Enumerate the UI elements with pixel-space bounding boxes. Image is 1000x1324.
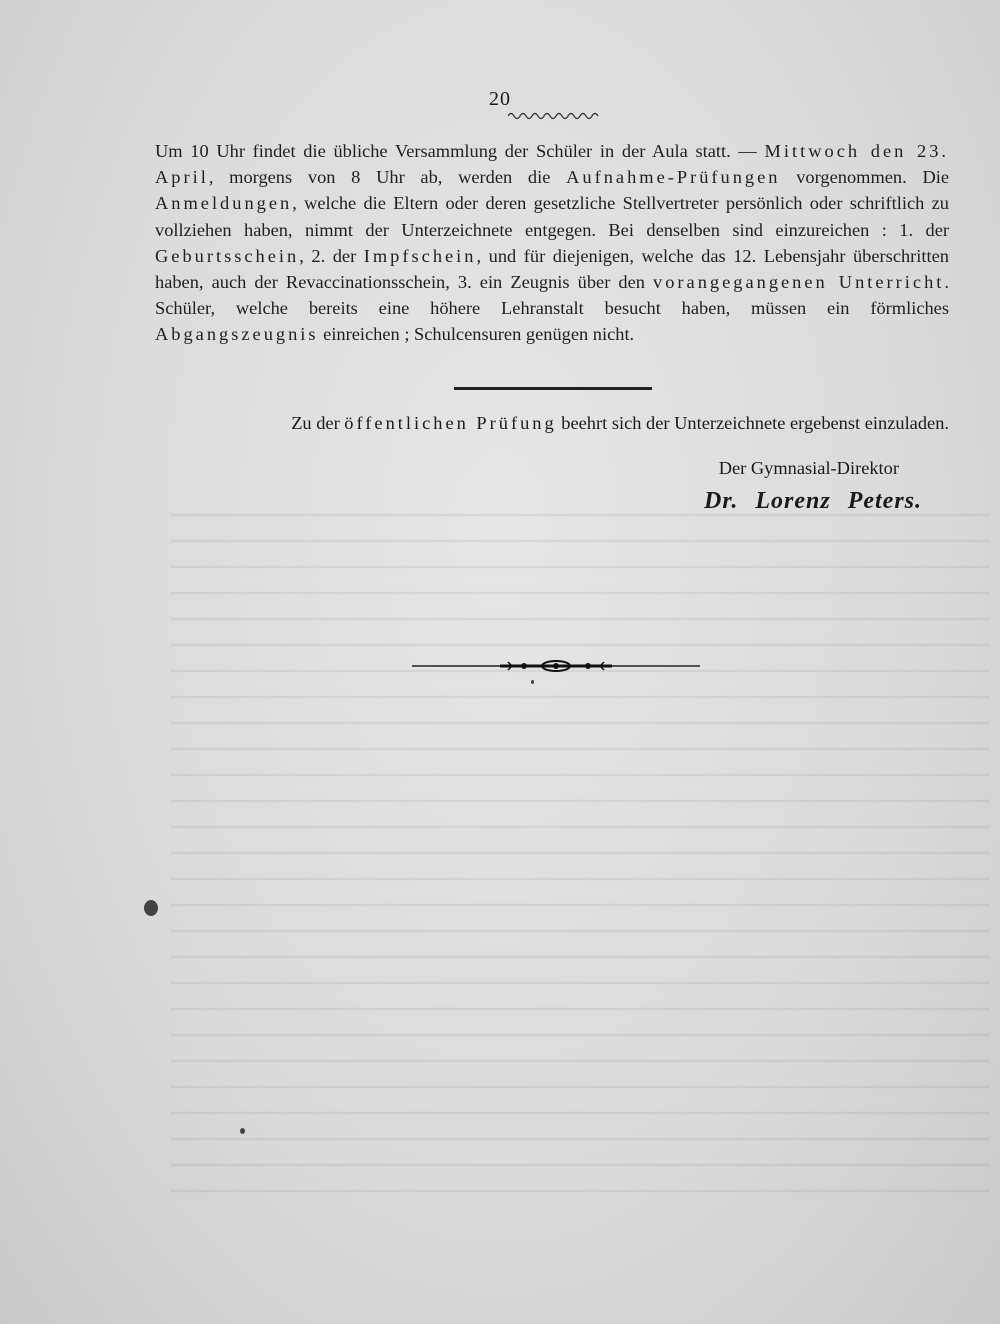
- ink-dot: [240, 1128, 245, 1134]
- spaced-emphasis-text: vorangegangenen Unterricht: [653, 272, 945, 293]
- wavy-underline-ornament: [508, 110, 600, 120]
- text-run: vorgenommen. Die: [780, 167, 949, 188]
- text-run: einreichen ; Schulcensuren genügen nicht.: [318, 324, 635, 345]
- page-number: 20: [489, 88, 511, 110]
- show-through-text: [170, 500, 990, 1200]
- body-paragraph: [155, 138, 949, 348]
- text-run: Zu der: [291, 413, 345, 433]
- text-run: , und für diejenigen, welche das 12. Lebensjahr überschritten haben, auch der Revaccinationsschein, 3. ein Zeugnis über den: [155, 245, 949, 293]
- spaced-emphasis-text: Impfschein: [363, 245, 477, 266]
- invitation-line: [155, 413, 949, 434]
- spaced-emphasis-text: Aufnahme-Prüfungen: [566, 167, 781, 188]
- text-run: , welche die Eltern oder deren gesetzliche Stellvertreter persönlich oder schriftlich zu vollziehen haben, nimmt der Unterzeichnete entgegen. Bei denselben sind einzureichen : 1. der: [155, 193, 949, 240]
- director-signature-name: Dr. Lorenz Peters.: [704, 488, 922, 514]
- spaced-emphasis-text: Mittwoch den 23. April: [155, 141, 949, 188]
- text-run: Um 10 Uhr findet die übliche Versammlung der Schüler in der Aula statt. —: [155, 141, 765, 161]
- spaced-emphasis-text: Abgangszeugnis: [155, 324, 319, 345]
- spaced-emphasis-text: Geburtsschein: [155, 245, 300, 266]
- ink-dot: [531, 680, 534, 684]
- ink-smudge: [144, 900, 158, 916]
- horizontal-rule: [454, 387, 652, 390]
- text-run: , morgens von 8 Uhr ab, werden die: [208, 167, 567, 188]
- spaced-emphasis-text: Anmeldungen: [155, 193, 293, 214]
- text-run: . Schüler, welche bereits eine höhere Lehranstalt besucht haben, müssen ein förmliches: [155, 272, 949, 319]
- director-title: Der Gymnasial-Direktor: [718, 458, 899, 478]
- spaced-emphasis-text: öffentlichen Prüfung: [344, 413, 557, 433]
- text-run: , 2. der: [299, 245, 364, 266]
- text-run: beehrt sich der Unterzeichnete ergebenst einzuladen.: [556, 413, 949, 433]
- ornamental-divider: [412, 656, 700, 676]
